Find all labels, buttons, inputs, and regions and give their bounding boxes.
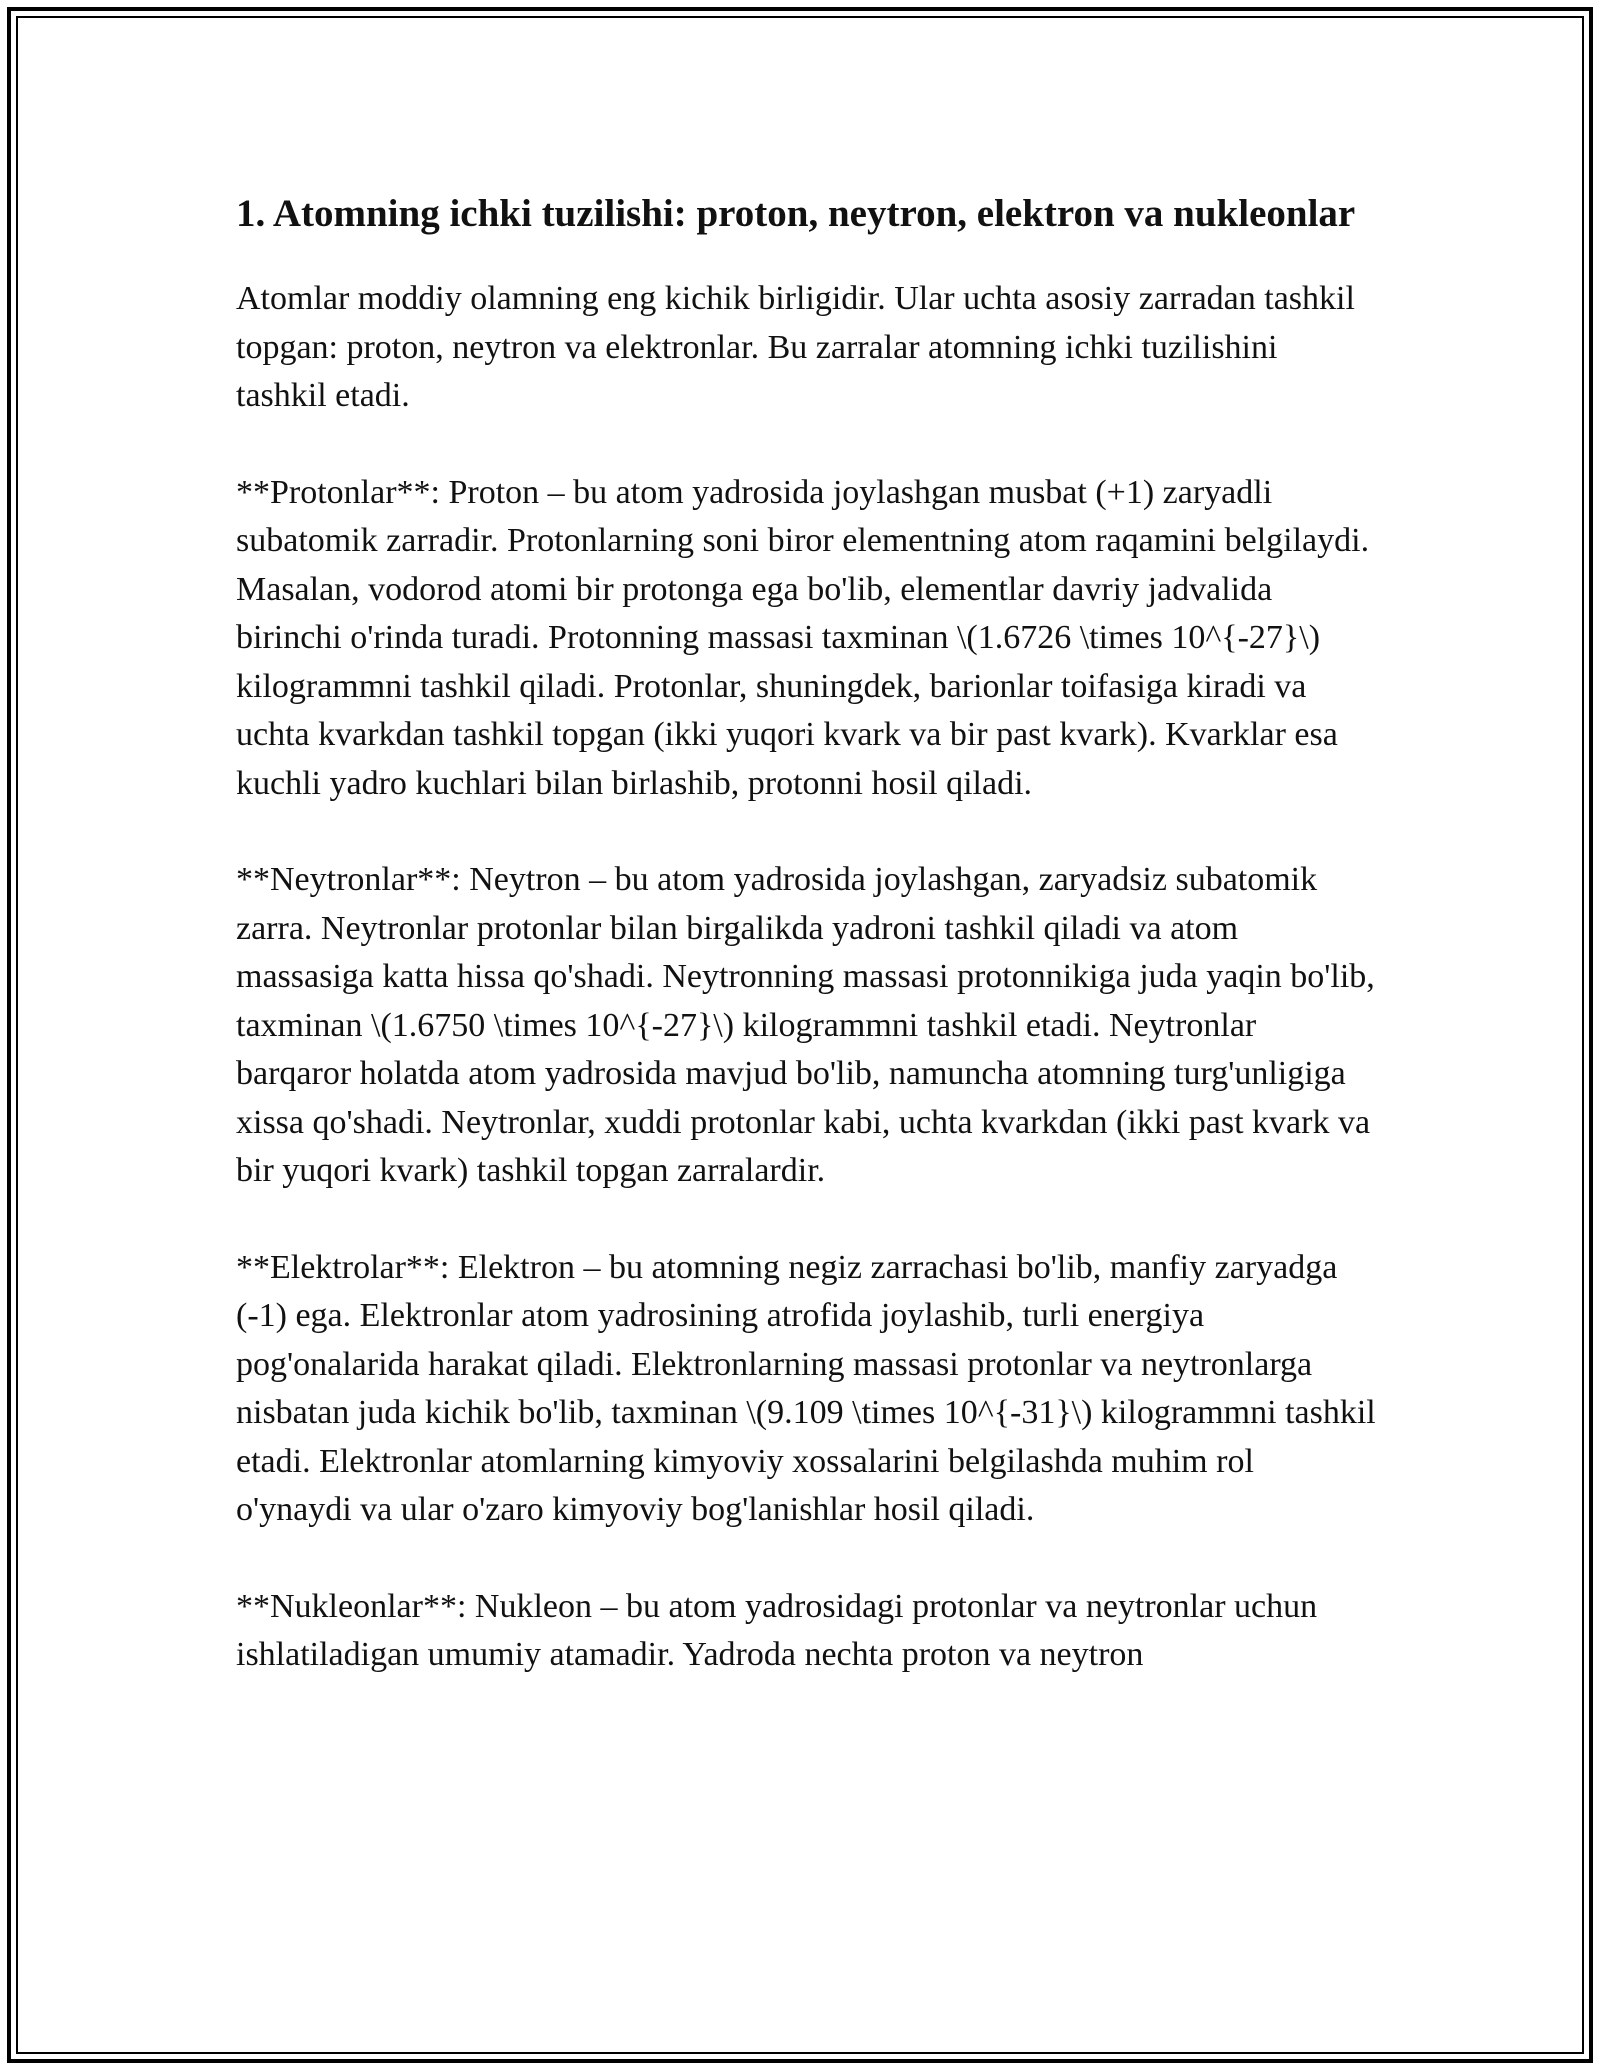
document-body (236, 186, 1376, 1728)
protons-paragraph: **Protonlar**: Proton – bu atom yadrosida joylashgan musbat (+1) zaryadli subatomik zarradir. Protonlarning soni biror elementning atom raqamini belgilaydi. Masalan, vodorod atomi bir protonga ega bo'lib, elementlar davriy jadvalida birinchi o'rinda turadi. Protonning massasi taxminan \(1.6726 \times 10^{-27}\) kilogrammni tashkil qiladi. Protonlar, shuningdek, barionlar toifasiga kiradi va uchta kvarkdan tashkil topgan (ikki yuqori kvark va bir past kvark). Kvarklar esa kuchli yadro kuchlari bilan birlashib, protonni hosil qiladi. (236, 473, 1370, 802)
document-title: 1. Atomning ichki tuzilishi: proton, neytron, elektron va nukleonlar (236, 192, 1356, 235)
nucleons-paragraph: **Nukleonlar**: Nukleon – bu atom yadrosidagi protonlar va neytronlar uchun ishlatiladigan umumiy atamadir. Yadroda nechta proton va neytron (236, 1587, 1318, 1673)
intro-paragraph: Atomlar moddiy olamning eng kichik birligidir. Ular uchta asosiy zarradan tashkil topgan: proton, neytron va elektronlar. Bu zarralar atomning ichki tuzilishini tashkil etadi. (236, 280, 1355, 414)
neutrons-paragraph: **Neytronlar**: Neytron – bu atom yadrosida joylashgan, zaryadsiz subatomik zarra. Neytronlar protonlar bilan birgalikda yadroni tashkil qiladi va atom massasiga katta hissa qo'shadi. Neytronning massasi protonnikiga juda yaqin bo'lib, taxminan \(1.6750 \times 10^{-27}\) kilogrammni tashkil etadi. Neytronlar barqaror holatda atom yadrosida mavjud bo'lib, namuncha atomning turg'unligiga xissa qo'shadi. Neytronlar, xuddi protonlar kabi, uchta kvarkdan (ikki past kvark va bir yuqori kvark) tashkil topgan zarralardir. (236, 861, 1375, 1189)
electrons-paragraph: **Elektrolar**: Elektron – bu atomning negiz zarrachasi bo'lib, manfiy zaryadga (-1) ega. Elektronlar atom yadrosining atrofida joylashib, turli energiya pog'onalarida harakat qiladi. Elektronlarning massasi protonlar va neytronlarga nisbatan juda kichik bo'lib, taxminan \(9.109 \times 10^{-31}\) kilogrammni tashkil etadi. Elektronlar atomlarning kimyoviy xossalarini belgilashda muhim rol o'ynaydi va ular o'zaro kimyoviy bog'lanishlar hosil qiladi. (236, 1248, 1376, 1528)
